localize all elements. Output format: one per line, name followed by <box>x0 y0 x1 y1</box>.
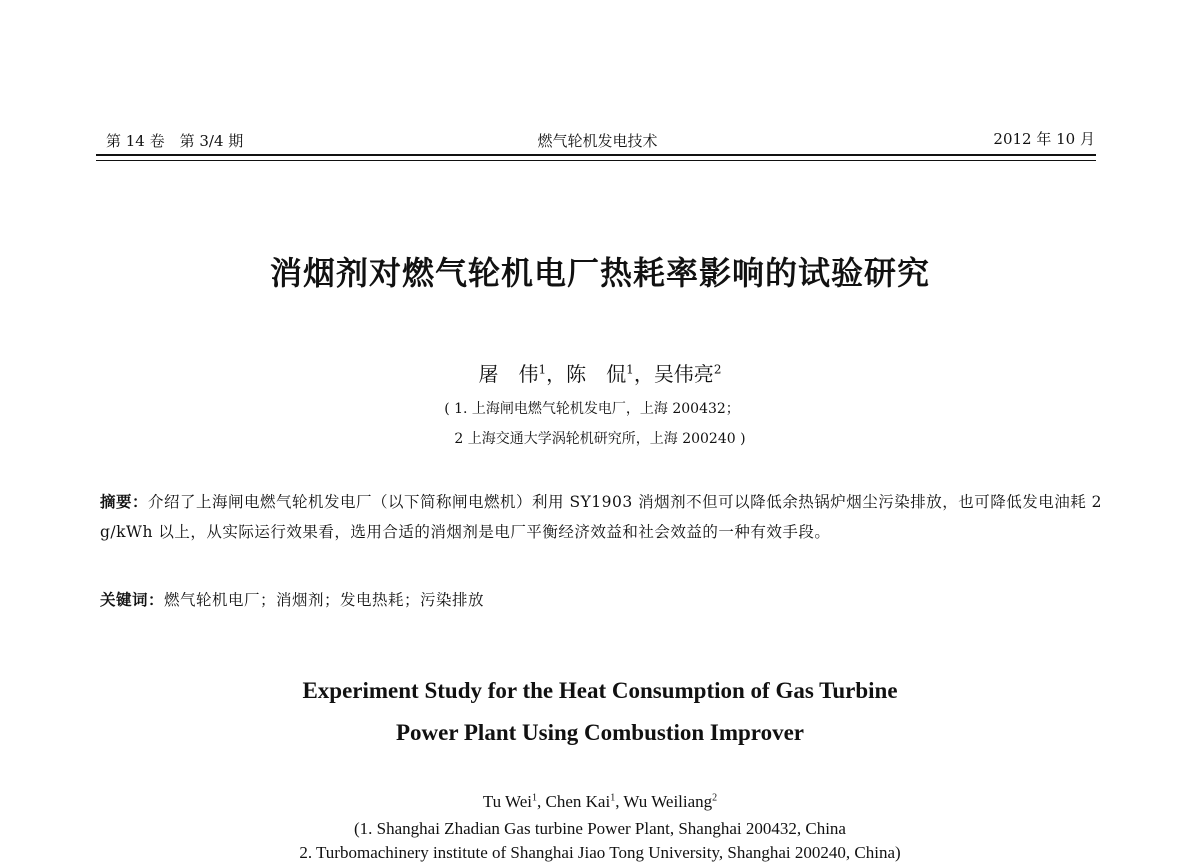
author-affil-mark: 2 <box>712 792 718 804</box>
journal-name: 燃气轮机发电技术 <box>537 132 658 150</box>
abstract-cn <box>100 487 1102 547</box>
affiliation-en-1: (1. Shanghai Zhadian Gas turbine Power Plant, Shanghai 200432, China <box>354 819 846 838</box>
affiliation-cn-2: 2 上海交通大学涡轮机研究所，上海 200240 ) <box>454 431 746 447</box>
author-affil-mark: 1 <box>538 362 547 377</box>
affiliation-cn-1: ( 1. 上海闸电燃气轮机发电厂，上海 200432； <box>444 401 740 417</box>
author-affil-mark: 2 <box>713 362 722 377</box>
abstract-text: 介绍了上海闸电燃气轮机发电厂（以下简称闸电燃机）利用 SY1903 消烟剂不但可以降低余热锅炉烟尘污染排放，也可降低发电油耗 2 g/kWh 以上，从实际运行效果看，选用合适的消烟剂是电厂平衡经济效益和社会效益的一种有效手段。 <box>100 493 1102 541</box>
author-name: 陈 侃 <box>566 362 627 386</box>
author-affil-mark: 1 <box>626 362 634 377</box>
author-list-en <box>0 792 1200 812</box>
keywords-text: 燃气轮机电厂；消烟剂；发电热耗；污染排放 <box>164 591 485 609</box>
header-rule-thin <box>96 160 1096 161</box>
header-rule-thick <box>96 154 1096 156</box>
author-affil-mark: 1 <box>610 792 616 804</box>
paper-title-en-line-2: Power Plant Using Combustion Improver <box>395 720 805 745</box>
author-name-en: Tu Wei <box>482 792 533 811</box>
publication-date: 2012 年 10 月 <box>993 130 1095 148</box>
abstract-label: 摘要： <box>100 493 149 511</box>
author-separator: , <box>615 792 624 811</box>
author-separator: , <box>537 792 546 811</box>
affiliation-en-2: 2. Turbomachinery institute of Shanghai Jiao Tong University, Shanghai 200240, China) <box>299 843 901 862</box>
author-separator: ， <box>633 362 654 386</box>
author-name-en: Chen Kai <box>545 792 611 811</box>
running-header <box>100 128 1095 152</box>
volume-issue: 第 14 卷 第 3/4 期 <box>106 132 244 150</box>
keywords-cn <box>100 588 1100 610</box>
author-list-cn <box>0 358 1200 387</box>
author-affil-mark: 1 <box>532 792 538 804</box>
author-name-en: Wu Weiliang <box>623 792 713 811</box>
paper-title-cn: 消烟剂对燃气轮机电厂热耗率影响的试验研究 <box>269 254 930 292</box>
author-name: 吴伟亮 <box>653 362 714 386</box>
paper-title-en-line-1: Experiment Study for the Heat Consumption of Gas Turbine <box>302 678 898 703</box>
keywords-label: 关键词： <box>100 591 165 609</box>
author-name: 屠 伟 <box>478 362 539 386</box>
author-separator: ， <box>546 362 567 386</box>
